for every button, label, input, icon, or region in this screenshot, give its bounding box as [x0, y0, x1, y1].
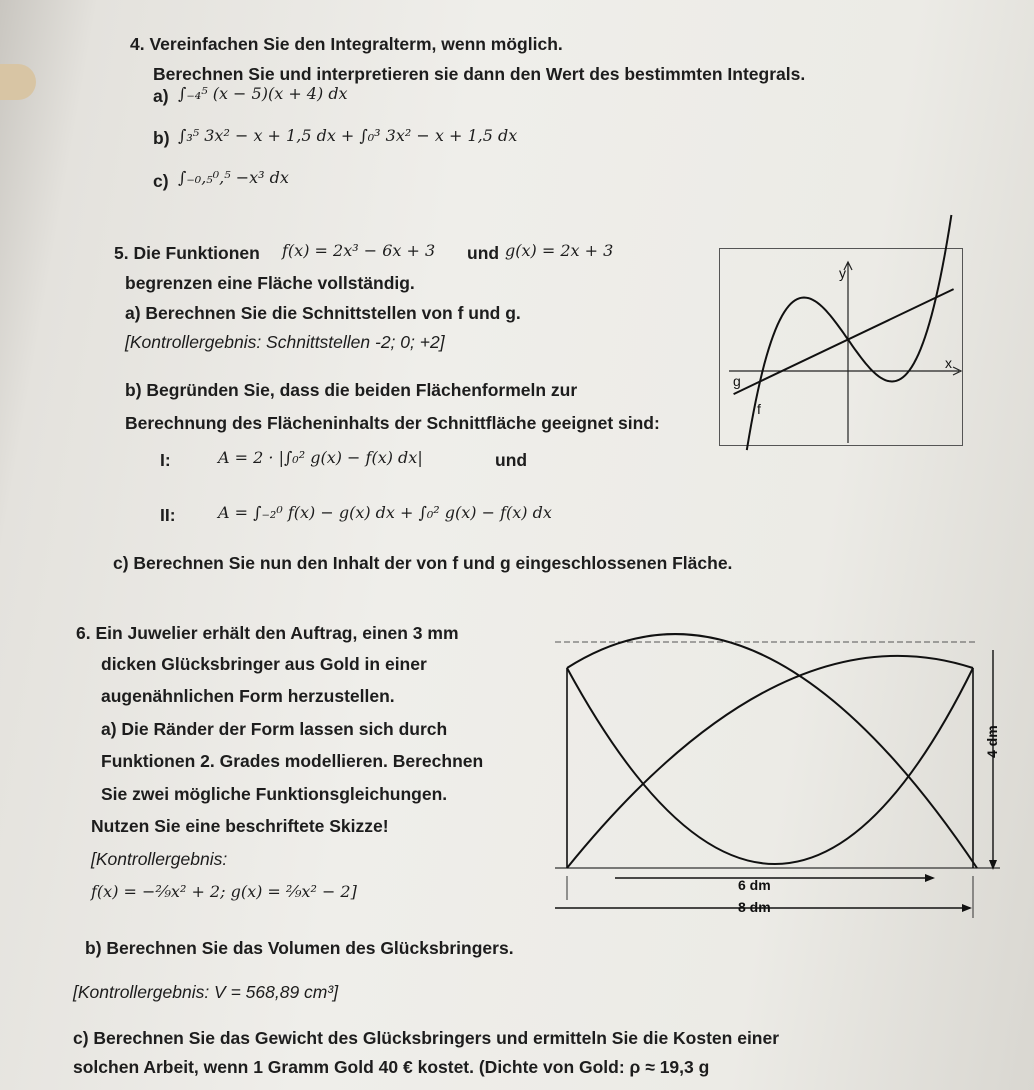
task4-c-label: c) [153, 171, 169, 191]
function-graph [719, 248, 963, 446]
task6-c-line2: solchen Arbeit, wenn 1 Gramm Gold 40 € kostet. (Dichte von Gold: ρ ≈ 19,3 g [73, 1057, 710, 1077]
x-axis-label: x [945, 355, 952, 371]
task4-b-label: b) [153, 128, 170, 148]
g-label: g [733, 373, 741, 389]
task5-a-check: [Kontrollergebnis: Schnittstellen -2; 0; +2] [125, 332, 445, 352]
task6-b-check: [Kontrollergebnis: V = 568,89 cm³] [73, 982, 339, 1002]
task6-l1: 6. Ein Juwelier erhält den Auftrag, einen 3 mm [76, 623, 459, 643]
task4-c-expr: ∫₋₀,₅⁰,⁵ −x³ dx [178, 168, 289, 187]
task4-instruction: Berechnen Sie und interpretieren sie dann den Wert des bestimmten Integrals. [153, 64, 806, 84]
formula-I-und: und [495, 450, 528, 470]
y-axis-label: y [839, 265, 846, 281]
task6-l2: dicken Glücksbringer aus Gold in einer [101, 654, 427, 674]
label-4dm: 4 dm [984, 725, 1000, 758]
task5-und: und [467, 243, 500, 263]
hole-punch-mark [0, 64, 36, 100]
task5-f-definition: f(x) = 2x³ − 6x + 3 [282, 241, 436, 260]
lower-parabola [567, 656, 973, 868]
task6-l6: Sie zwei mögliche Funktionsgleichungen. [101, 784, 448, 804]
task6-check-expr: f(x) = −²⁄₉x² + 2; g(x) = ²⁄₉x² − 2] [91, 882, 357, 901]
task5-b-line2: Berechnung des Flächeninhalts der Schnittfläche geeignet sind: [125, 413, 660, 433]
task6-c-line1: c) Berechnen Sie das Gewicht des Glücksbringers und ermitteln Sie die Kosten einer [73, 1028, 780, 1048]
formula-II: A = ∫₋₂⁰ f(x) − g(x) dx + ∫₀² g(x) − f(x) dx [218, 503, 552, 522]
task5-a: a) Berechnen Sie die Schnittstellen von f und g. [125, 303, 521, 323]
task6-l7: Nutzen Sie eine beschriftete Skizze! [91, 816, 389, 836]
upper-parabola [567, 634, 977, 868]
task5-line2: begrenzen eine Fläche vollständig. [125, 273, 415, 293]
task4-b-expr: ∫₃⁵ 3x² − x + 1,5 dx + ∫₀³ 3x² − x + 1,5 dx [178, 126, 518, 145]
right-arc [567, 668, 973, 864]
task5-g-definition: g(x) = 2x + 3 [505, 241, 614, 260]
f-curve [747, 215, 952, 450]
f-label: f [757, 401, 761, 417]
g-line [734, 289, 954, 394]
formula-I: A = 2 · |∫₀² g(x) − f(x) dx| [218, 448, 423, 467]
task6-l5: Funktionen 2. Grades modellieren. Berechnen [101, 751, 484, 771]
eye-shape-sketch [555, 640, 1005, 930]
formula-II-label: II: [160, 505, 176, 525]
task6-l3: augenähnlichen Form herzustellen. [101, 686, 395, 706]
task6-l4: a) Die Ränder der Form lassen sich durch [101, 719, 448, 739]
task6-b: b) Berechnen Sie das Volumen des Glücksbringers. [85, 938, 514, 958]
label-6dm: 6 dm [738, 877, 771, 893]
task4-heading: 4. Vereinfachen Sie den Integralterm, wenn möglich. [130, 34, 563, 54]
task5-b-line1: b) Begründen Sie, dass die beiden Flächenformeln zur [125, 380, 578, 400]
formula-I-label: I: [160, 450, 171, 470]
task6-check-head: [Kontrollergebnis: [91, 849, 228, 869]
task5-c: c) Berechnen Sie nun den Inhalt der von f und g eingeschlossenen Fläche. [113, 553, 733, 573]
task5-intro: 5. Die Funktionen [114, 243, 260, 263]
task4-a-expr: ∫₋₄⁵ (x − 5)(x + 4) dx [178, 84, 348, 103]
label-8dm: 8 dm [738, 899, 771, 915]
task4-a-label: a) [153, 86, 169, 106]
